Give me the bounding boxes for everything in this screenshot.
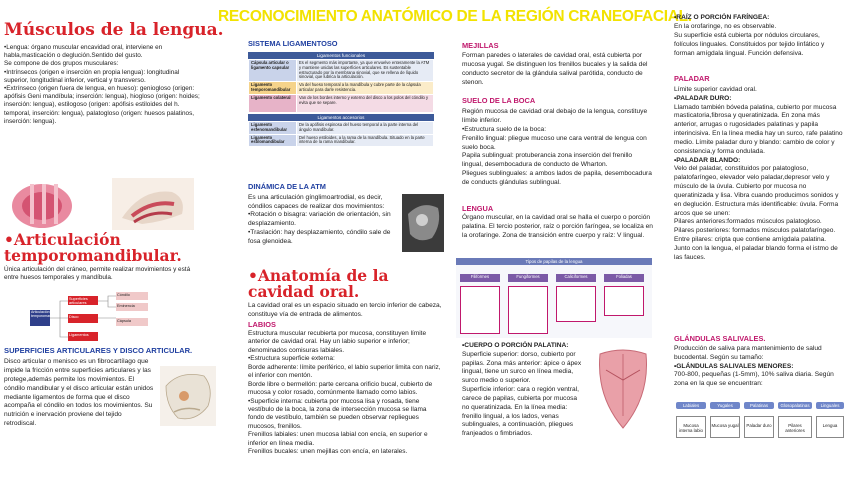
chip-label: Yugales bbox=[710, 402, 740, 409]
musculos-line: •Intrínsecos (origen e inserción en propia lengua): longitudinal superior, longitudinal inferior, vertical y transverso. bbox=[4, 68, 180, 84]
flow-box: Cóndilo bbox=[116, 292, 148, 300]
flow-box: Eminencia bbox=[116, 303, 148, 311]
suelo-line: Papila sublingual: protuberancia zona inserción del frenillo lingual, desembocadura de conducto de Wharton. bbox=[462, 152, 633, 169]
chip-label: Glosopalatinas bbox=[778, 402, 812, 409]
chip-body: Mucosa yugal bbox=[710, 416, 740, 438]
tmj-skull-illustration bbox=[160, 366, 216, 426]
labios-line: Frenillos bucales: unen mejillas con encía, en laterales. bbox=[248, 448, 408, 456]
papila-column: Caliciformes bbox=[556, 274, 596, 282]
paladar-line: Llamado también bóveda palatina, cubierto por mucosa masticatoria,fibrosa y queratinizada. En zona más anterior, arrugas o rugosidades palatinas y papila interincisiva. En la línea media hay un surco, rafe palatino medio. Límite paladar duro y blando: cambio de color y consistencia,y forma ondulada. bbox=[674, 103, 843, 155]
table-cell-desc: Va del hueso temporal a la mandíbula y cubre parte de la cápsula articular para darle resistencia. bbox=[297, 82, 434, 95]
suelo-line: Pliegues sublinguales: a ambos lados de papila, desembocadura de conducts glándulas sublingual. bbox=[462, 170, 652, 187]
lengua-text: Órgano muscular, en la cavidad oral se halla el cuerpo o porción palatina. El tercio posterior, raíz o porción faríngea, se localiza en la orofaringe. Zona de transición entre cuerpo y raíz: V lingual. bbox=[462, 214, 653, 239]
raiz-line: En la orofaringe, no es observable. bbox=[674, 22, 777, 30]
flow-box: Disco bbox=[68, 314, 98, 323]
glandulas-chips bbox=[676, 402, 844, 472]
musculos-text bbox=[4, 44, 204, 126]
table-header: Ligamentos funcionales bbox=[248, 52, 434, 59]
papilas-diagram bbox=[456, 258, 652, 338]
raiz-line: •RAÍZ O PORCIÓN FARÍNGEA: bbox=[674, 14, 770, 21]
table-cell-name: Ligamento temporomandibular bbox=[249, 82, 297, 95]
flow-box: Articulación temporomandibular bbox=[30, 310, 50, 326]
labios-line: Frenillos labiales: unen mucosa labial con encía, en superior e inferior en línea media. bbox=[248, 431, 428, 447]
suelo-line: •Estructura suelo de la boca: bbox=[462, 125, 547, 133]
dinamica-line: •Rotación o bisagra: variación de orientación, sin desplazamiento. bbox=[248, 211, 391, 228]
table-row bbox=[249, 60, 434, 82]
table-row bbox=[249, 94, 434, 112]
chip-body: Lengua bbox=[816, 416, 844, 438]
papila-box bbox=[508, 286, 548, 334]
tongue-dorsum-illustration bbox=[594, 346, 652, 430]
labios-line: Borde adherente: límite periférico, el labio superior limita con nariz, el inferior con mentón. bbox=[248, 363, 441, 380]
glandulas-title: GLÁNDULAS SALIVALES. bbox=[674, 334, 766, 343]
papila-box bbox=[556, 286, 596, 322]
glandulas-text bbox=[674, 345, 844, 389]
paladar-line: Entre pilares: cripta que contiene amígdala palatina. bbox=[674, 236, 827, 244]
flow-box: Cápsula bbox=[116, 318, 148, 326]
page-title: RECONOCIMIENTO ANATÓMICO DE LA REGIÓN CRANEOFACIAL. bbox=[218, 8, 692, 25]
labios-line: Estructura muscular recubierta por mucosa, constituyen límite anterior de cavidad oral. Hay un labio superior e inferior; denominados comisuras labiales. bbox=[248, 330, 427, 354]
sistema-title: SISTEMA LIGAMENTOSO bbox=[248, 39, 338, 48]
dinamica-title: DINÁMICA DE LA ATM bbox=[248, 182, 326, 191]
anatomia-title: •Anatomía de la cavidad oral. bbox=[248, 266, 389, 301]
suelo-title: SUELO DE LA BOCA bbox=[462, 96, 536, 105]
dinamica-text bbox=[248, 194, 398, 246]
musculos-line: •Extrínseco (origen fuera de lengua, en hueso): geniogloso (origen: apófisis Geni mandíbula; inserción: lengua), hiogloso (origen: hoides; inserción: lengua), estilogoso (origen: apófisis estiloides del h. temporal, inserción: lengua), palatogloso (origen: huesos palatinos, inserción: lengua). bbox=[4, 84, 200, 125]
tongue-illustration bbox=[4, 178, 80, 230]
skull-muscle-illustration bbox=[112, 178, 194, 230]
papila-column: Foliadas bbox=[604, 274, 644, 282]
articulacion-title: •Articulación temporomandibular. bbox=[4, 230, 182, 265]
table-row bbox=[249, 121, 434, 134]
superficies-text: Disco articular o menisco es un fibrocartílago que impide la fricción entre superficies articulares y las protege,además permite los movimientos. El cóndilo mandibular y el disco articular están unidos mediante ligamentos de forma que el disco acompaña el cóndilo en todos los movimientos. Su nutrición e inervación proviene del tejido retrodiscal. bbox=[4, 358, 154, 428]
mejillas-title: MEJILLAS bbox=[462, 41, 499, 50]
labios-line: •Estructura superficie externa: bbox=[248, 355, 335, 363]
dinamica-line: Es una articulación gínglimoartrodial, es decir, cóndilos capaces de realizar dos movimientos: bbox=[248, 194, 385, 210]
flow-box: Superficies articulares bbox=[68, 296, 98, 305]
atm-flow-diagram bbox=[30, 292, 198, 344]
ligament-table bbox=[248, 52, 434, 147]
suelo-text bbox=[462, 108, 654, 188]
glandulas-line: Producción de saliva para mantenimiento de salud bucodental. Según su tamaño: bbox=[674, 345, 822, 361]
paladar-line: Velo del paladar, constituidos por palatogloso, palatofaríngeo, elevador velo paladar,depresor velo y músculo de la úvula. Cubierto por mucosa no queratinizada y lisa. Vibra cuando producimos sonidos y en deglución. Estructura más identificable: úvula. Forma arcos que se unen: bbox=[674, 165, 839, 217]
cuerpo-line: •CUERPO O PORCIÓN PALATINA: bbox=[462, 342, 569, 349]
chip-label: Palatinas bbox=[744, 402, 774, 409]
musculos-line: Se compone de dos grupos musculares: bbox=[4, 60, 119, 68]
labios-line: Borde libre o bermellón: parte cercana orificio bucal, cubierto de mucosa y color rosado, comúnmente llamado como labios. bbox=[248, 380, 433, 397]
table-cell-name: Cápsula articular o ligamento capsular bbox=[249, 60, 297, 82]
table-row bbox=[249, 134, 434, 147]
flow-box: Ligamentos bbox=[68, 332, 98, 341]
papila-box bbox=[460, 286, 500, 334]
atm-xray-illustration bbox=[402, 194, 444, 252]
chip-label: Labiales bbox=[676, 402, 706, 409]
paladar-line: •PALADAR DURO: bbox=[674, 94, 732, 102]
table-cell-desc: Es el segmento más importante, ya que envuelve enteramente la ATM y mantiene unidas las superficies articulares. Es sustentable estructurado por la membrana sinovial, que se rellena de líquido sinovial, que lubrica la articulación. bbox=[297, 60, 434, 82]
cuerpo-text bbox=[462, 342, 586, 439]
chip-body: Pilares anteriores bbox=[778, 416, 812, 438]
suelo-line: Frenillo lingual: pliegue mucoso une cara ventral de lengua con suelo boca. bbox=[462, 134, 647, 151]
table-row bbox=[249, 82, 434, 95]
table-cell-desc: Del hueso estiloides, a la rama de la mandíbula. Situado en la parte interna de la rama mandibular. bbox=[297, 134, 434, 147]
table-cell-name: Ligamento estilomandibular bbox=[249, 134, 297, 147]
paladar-text bbox=[674, 86, 844, 263]
table-cell-name: Ligamento colateral bbox=[249, 94, 297, 112]
table-header: Ligamentos accesorios bbox=[248, 114, 434, 121]
labios-line: •Superficie interna: cubierta por mucosa lisa y rosada, tiene vestíbulo de la boca, la zona de intersección mucosa se llama fondo de vestíbulo, también se pueden observar repliegues mucosos, frenillos. bbox=[248, 397, 427, 430]
paladar-line: Pilares posteriores: formados músculos palatofaríngeo. bbox=[674, 227, 836, 235]
musculos-title: Músculos de la lengua. bbox=[4, 20, 224, 40]
paladar-line: Pilares anteriores:formados músculos palatogloso. bbox=[674, 218, 822, 226]
raiz-text bbox=[674, 14, 844, 58]
papila-column: Filiformes bbox=[460, 274, 500, 282]
chip-label: Linguales bbox=[816, 402, 844, 409]
flow-connectors bbox=[50, 292, 116, 344]
cuerpo-line: Superficie inferior: cara o región ventral, carece de papilas, cubierta por mucosa no queratinizada. En la línea media: frenillo lingual, a los lados, venas sublinguales, a continuación, pliegues franjeados o fimbriados. bbox=[462, 386, 579, 438]
paladar-title: PALADAR bbox=[674, 74, 710, 83]
papila-column: Fungiformes bbox=[508, 274, 548, 282]
table-cell-desc: Van de los bordes interno y externo del disco a los polos del cóndilo y evita que se separe. bbox=[297, 94, 434, 112]
suelo-line: Región mucosa de cavidad oral debajo de la lengua, constituye límite inferior. bbox=[462, 108, 648, 124]
table-cell-desc: De la apófisis espinosa del hueso temporal a la parte interna del ángulo mandibular. bbox=[297, 121, 434, 134]
glandulas-line: •GLÁNDULAS SALIVALES MENORES: bbox=[674, 362, 794, 370]
paladar-line: •PALADAR BLANDO: bbox=[674, 156, 741, 164]
articulacion-text: Única articulación del cráneo, permite realizar movimientos y está entre huesos temporales y mandíbula. bbox=[4, 266, 191, 282]
labios-text bbox=[248, 330, 444, 457]
dinamica-line: •Traslación: hay desplazamiento, cóndilo sale de fosa glenoidea. bbox=[248, 228, 391, 245]
musculos-line: •Lengua: órgano muscular encavidad oral, interviene en habla,masticación o deglución.Sentido del gusto. bbox=[4, 44, 163, 60]
chip-body: Mucosa interna labio bbox=[676, 416, 706, 438]
paladar-line: Junto con la lengua, el paladar blando forma el istmo de las fauces. bbox=[674, 244, 838, 261]
glandulas-line: 700-800, pequeñas (1-5mm), 10% saliva diaria. Según zona en la que se encuentran: bbox=[674, 371, 834, 388]
papila-box bbox=[604, 286, 644, 316]
labios-title: LABIOS bbox=[248, 320, 276, 329]
anatomia-text: La cavidad oral es un espacio situado en tercio inferior de cabeza, constituye vía de entrada de alimentos. bbox=[248, 302, 442, 318]
lengua-title: LENGUA bbox=[462, 204, 494, 213]
cuerpo-line: Superficie superior: dorso, cubierto por papilas. Zona más anterior: ápice o ápex lingual, tiene un surco en línea media, surco medio o superior. bbox=[462, 350, 582, 385]
chip-body: Paladar duro bbox=[744, 416, 774, 438]
raiz-line: Su superficie está cubierta por nódulos circulares, folículos linguales. Constituidos por tejido linfático y forman amígdala lingual. Función defensiva. bbox=[674, 31, 825, 57]
mejillas-text: Forman paredes o laterales de cavidad oral, está cubierta por mucosa yugal. Se distinguen los frenillos bucales y la salida del conducto secretor de la glándula salival parótida, conducto de stenon. bbox=[462, 52, 648, 86]
papilas-diagram-title: Tipos de papilas de la lengua bbox=[456, 258, 652, 265]
superficies-title: SUPERFICIES ARTICULARES Y DISCO ARTICULAR. bbox=[4, 346, 193, 355]
paladar-line: Límite superior cavidad oral. bbox=[674, 86, 757, 93]
table-cell-name: Ligamento esfenomandibular bbox=[249, 121, 297, 134]
